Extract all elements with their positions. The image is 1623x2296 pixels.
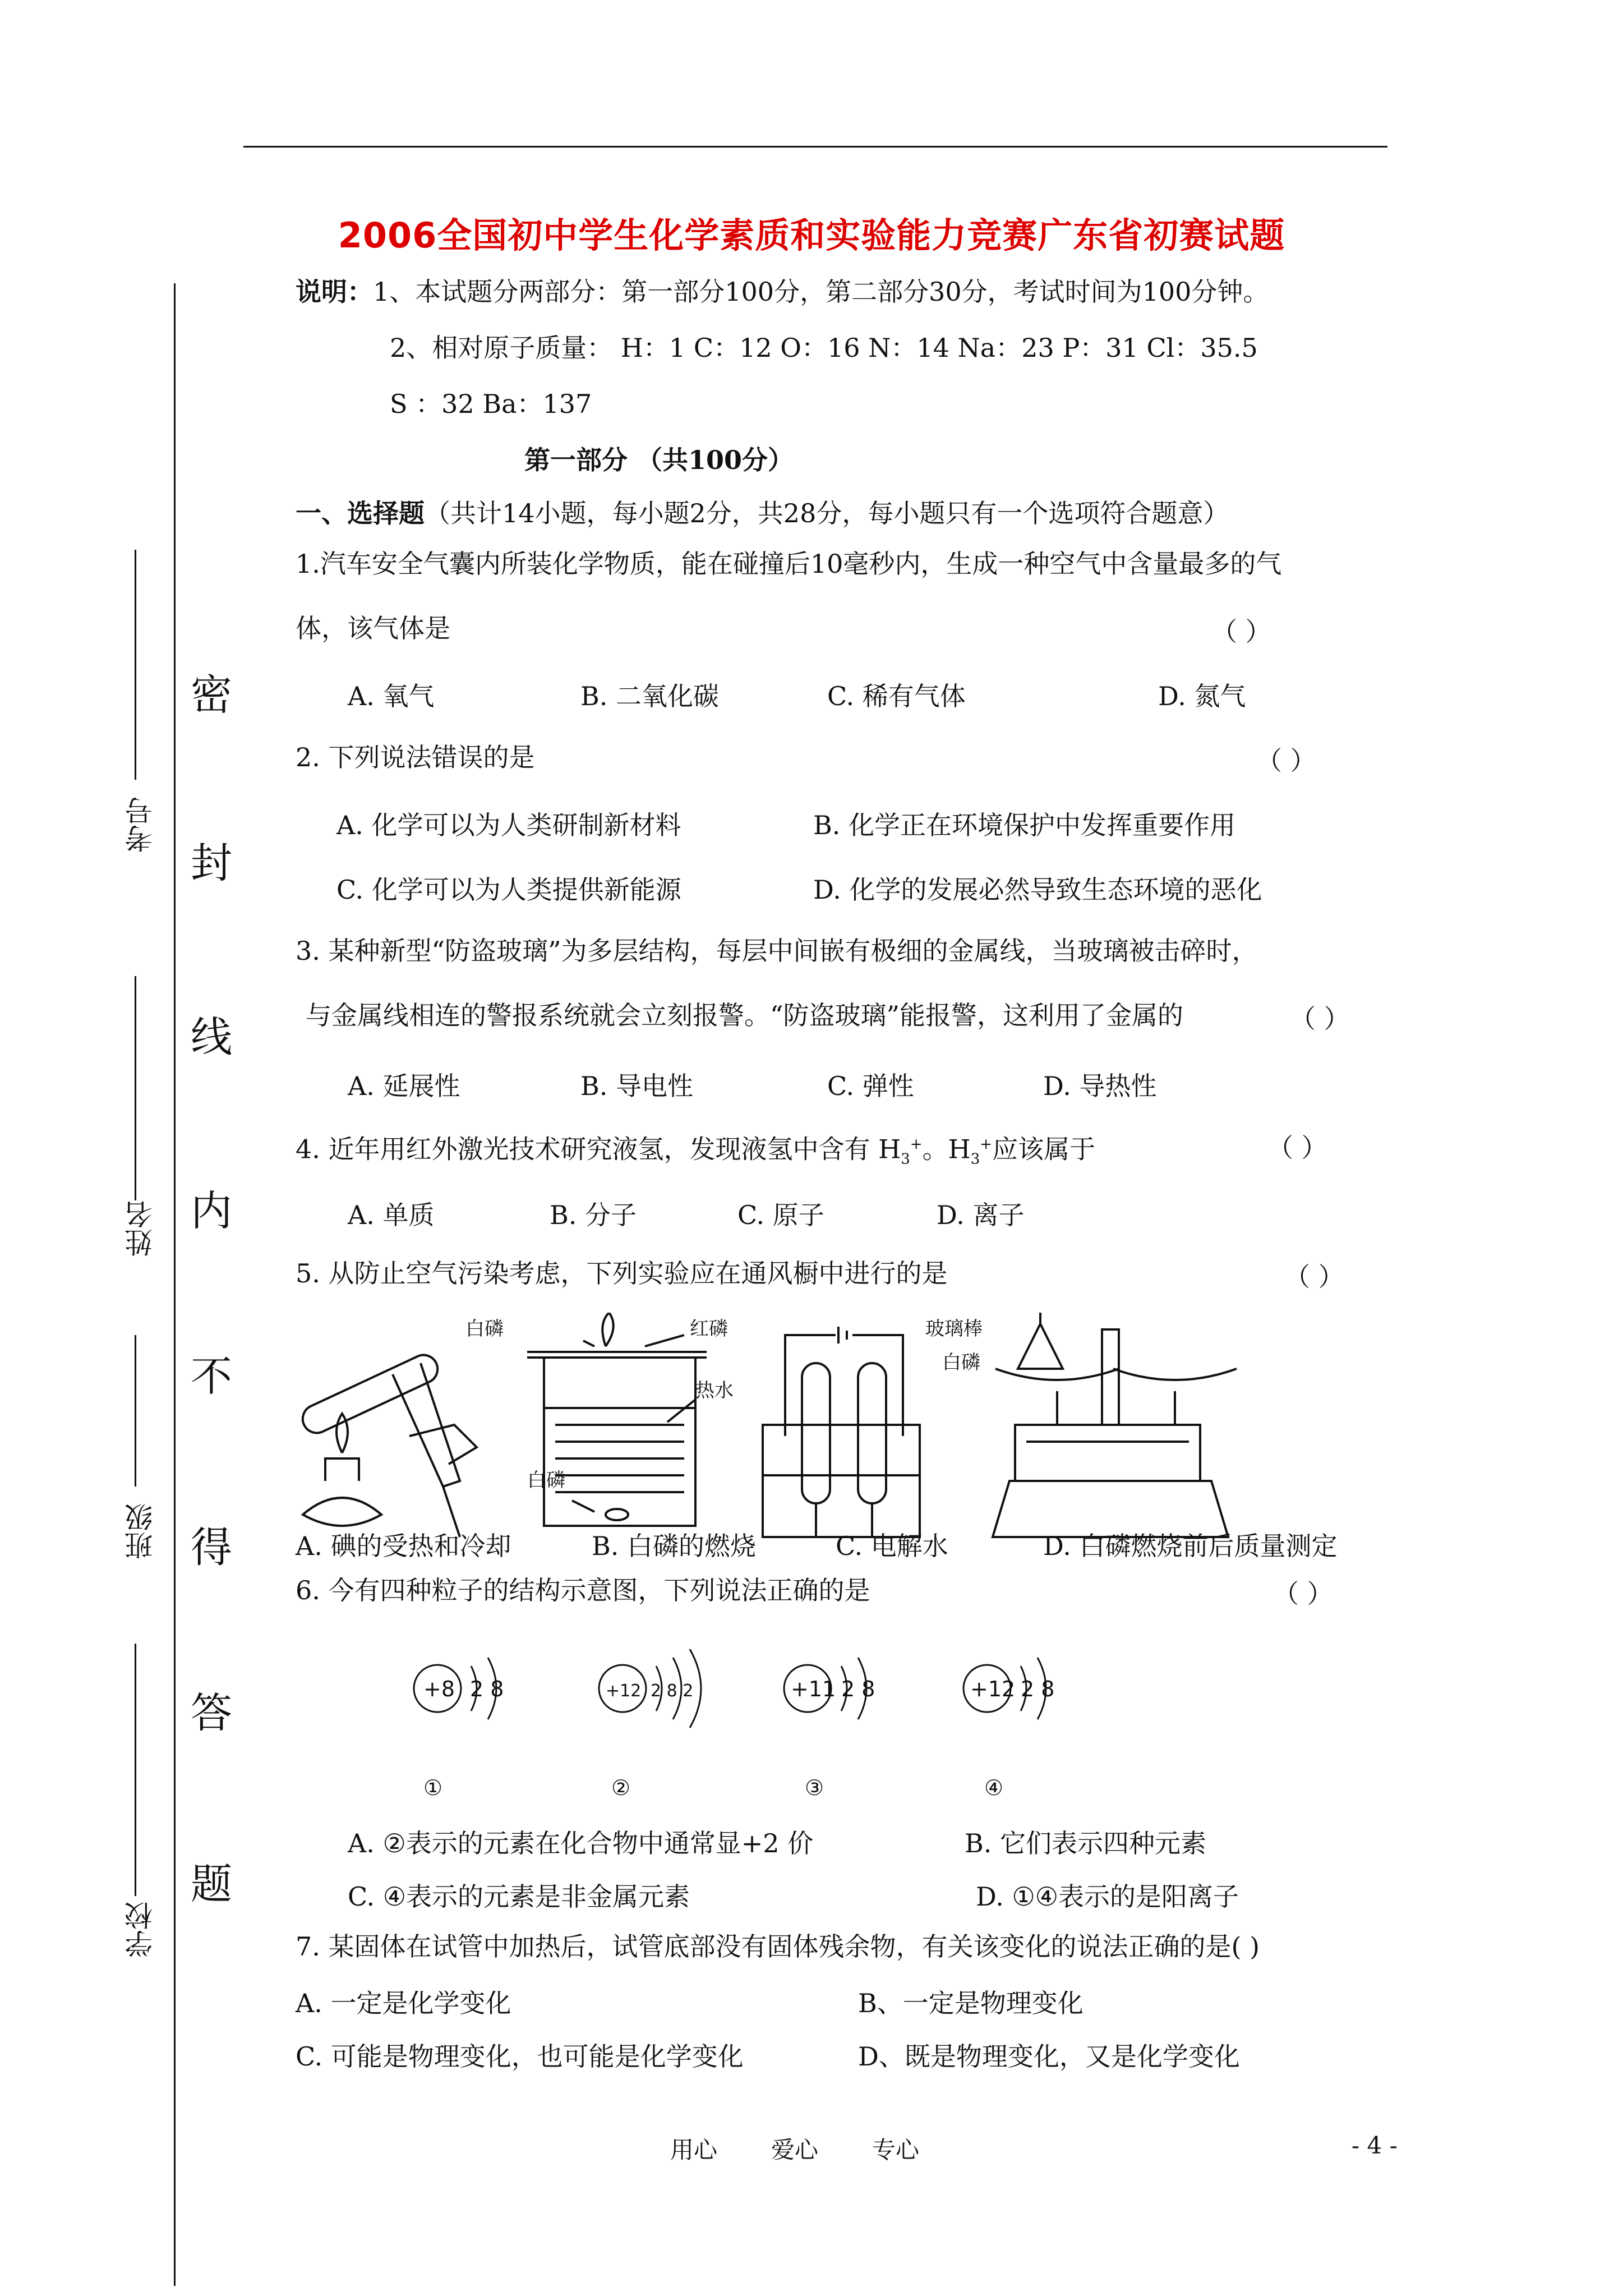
q1-option-b: B. 二氧化碳	[580, 681, 720, 711]
binding-line	[174, 283, 176, 2286]
q6-answer-paren[interactable]: （ ）	[1273, 1579, 1333, 1609]
q5-figure-d	[993, 1313, 1237, 1537]
q6-option-b: B. 它们表示四种元素	[965, 1828, 1207, 1858]
atom4-number: ④	[984, 1775, 1004, 1800]
notes-label: 说明：	[296, 277, 373, 307]
banji-label: 班级	[125, 1503, 157, 1559]
kaohao-label: 考号	[125, 797, 157, 853]
section1-title: 一、选择题	[296, 498, 425, 528]
footer-motto-2: 爱心	[771, 2136, 819, 2164]
seal-char-2: 封	[191, 839, 232, 887]
section1-desc: （共计14小题，每小题2分，共28分，每小题只有一个选项符合题意）	[425, 498, 1229, 528]
atom3-nucleus: +11	[791, 1677, 836, 1701]
q7-option-d: D、既是物理变化，又是化学变化	[858, 2041, 1240, 2072]
seal-char-3: 线	[191, 1013, 232, 1061]
q4-stem-pre: 4. 近年用红外激光技术研究液氢，发现液氢中含有 H	[296, 1134, 901, 1165]
q4-sub1: 3	[901, 1151, 910, 1168]
page-number: - 4 -	[1352, 2132, 1398, 2159]
q6-structure-diagrams	[404, 1627, 1099, 1818]
part1-title: 第一部分 （共100分）	[524, 445, 794, 475]
q7-stem: 7. 某固体在试管中加热后，试管底部没有固体残余物，有关该变化的说法正确的是( )	[296, 1931, 1260, 1962]
kaohao-blank[interactable]	[135, 550, 136, 780]
q3-option-d: D. 导热性	[1043, 1071, 1157, 1101]
section1-heading	[296, 496, 1229, 530]
q5-stem: 5. 从防止空气污染考虑，下列实验应在通风橱中进行的是	[296, 1258, 948, 1289]
seal-char-1: 密	[191, 671, 232, 719]
q5-answer-paren[interactable]: （ ）	[1284, 1262, 1344, 1292]
atom2-number: ②	[611, 1775, 631, 1800]
q1-option-d: D. 氮气	[1158, 681, 1246, 711]
q3-line1: 3. 某种新型“防盗玻璃”为多层结构，每层中间嵌有极细的金属线，当玻璃被击碎时，	[296, 936, 1258, 966]
page-title: 2006全国初中学生化学素质和实验能力竞赛广东省初赛试题	[338, 215, 1285, 256]
atom1-number: ①	[423, 1775, 443, 1800]
q5-apparatus-figure	[280, 1313, 1290, 1548]
atom1-shells: 2 8	[470, 1677, 504, 1701]
q5-option-d: D. 白磷燃烧前后质量测定	[1043, 1531, 1338, 1561]
q2-option-d: D. 化学的发展必然导致生态环境的恶化	[813, 875, 1262, 905]
atom3-number: ③	[805, 1775, 824, 1800]
atom4-nucleus: +12	[970, 1677, 1016, 1701]
q4-option-d: D. 离子	[937, 1200, 1025, 1230]
q1-answer-paren[interactable]: （ ）	[1211, 616, 1271, 647]
q4-sup2: +	[980, 1136, 993, 1153]
q2-option-a: A. 化学可以为人类研制新材料	[336, 810, 681, 840]
q2-option-c: C. 化学可以为人类提供新能源	[336, 875, 681, 905]
q5-label-bolibang: 玻璃棒	[925, 1318, 983, 1340]
q2-answer-paren[interactable]: （ ）	[1256, 746, 1316, 776]
header-rule	[243, 146, 1387, 148]
atom2-nucleus: +12	[606, 1681, 642, 1701]
q7-option-b: B、一定是物理变化	[858, 1988, 1083, 2018]
q3-option-b: B. 导电性	[580, 1071, 694, 1101]
seal-char-4: 内	[191, 1187, 232, 1235]
seal-char-7: 答	[191, 1689, 232, 1737]
q1-option-c: C. 稀有气体	[827, 681, 966, 711]
q5-label-bailin1: 白磷	[465, 1318, 504, 1340]
q5-label-bailin2: 白磷	[527, 1469, 565, 1492]
xuexiao-blank[interactable]	[135, 1644, 136, 1896]
q5-figure-c	[763, 1327, 920, 1537]
q5-figure-b	[527, 1313, 707, 1526]
q4-option-c: C. 原子	[737, 1200, 824, 1230]
seal-char-8: 题	[191, 1860, 232, 1908]
q5-label-reshui: 热水	[695, 1379, 734, 1402]
xuexiao-label: 学校	[125, 1902, 157, 1958]
seal-char-5: 不	[191, 1352, 232, 1401]
notes-text1: 1、本试题分两部分：第一部分100分，第二部分30分，考试时间为100分钟。	[373, 277, 1269, 307]
q4-mid: 。H	[922, 1134, 971, 1165]
q5-option-a: A. 碘的受热和冷却	[296, 1531, 511, 1561]
q1-line1: 1.汽车安全气囊内所装化学物质，能在碰撞后10毫秒内，生成一种空气中含量最多的气	[296, 549, 1282, 579]
q5-label-bailin3: 白磷	[942, 1351, 980, 1374]
atom3-shells: 2 8	[841, 1677, 875, 1701]
q1-line2: 体，该气体是	[296, 613, 450, 643]
q6-option-a: A. ②表示的元素在化合物中通常显+2 价	[348, 1828, 814, 1858]
atom1-nucleus: +8	[423, 1677, 455, 1701]
q4-sub2: 3	[970, 1151, 980, 1168]
q5-option-c: C. 电解水	[836, 1531, 948, 1561]
xingming-blank[interactable]	[135, 976, 136, 1200]
q6-option-c: C. ④表示的元素是非金属元素	[348, 1881, 690, 1912]
q3-option-a: A. 延展性	[348, 1071, 460, 1101]
q2-stem: 2. 下列说法错误的是	[296, 742, 535, 772]
seal-char-6: 得	[191, 1524, 232, 1572]
q1-option-a: A. 氧气	[348, 681, 435, 711]
banji-blank[interactable]	[135, 1335, 136, 1487]
notes-line3: S ：32 Ba：137	[390, 389, 592, 419]
notes-line1	[296, 275, 1269, 309]
q3-answer-paren[interactable]: （ ）	[1290, 1004, 1350, 1034]
atom4-shells: 2 8	[1021, 1677, 1055, 1701]
q5-option-b: B. 白磷的燃烧	[592, 1531, 757, 1561]
q6-option-d: D. ①④表示的是阳离子	[976, 1881, 1239, 1912]
footer-motto-3: 专心	[872, 2136, 920, 2164]
q4-stem	[296, 1128, 1095, 1176]
q2-option-b: B. 化学正在环境保护中发挥重要作用	[813, 810, 1236, 840]
q6-stem: 6. 今有四种粒子的结构示意图，下列说法正确的是	[296, 1575, 870, 1605]
q7-option-a: A. 一定是化学变化	[296, 1988, 511, 2018]
q5-label-honglin: 红磷	[690, 1318, 728, 1340]
notes-line2: 2、相对原子质量： H：1 C：12 O：16 N：14 Na：23 P：31 Cl：35.5	[390, 333, 1258, 363]
q4-option-b: B. 分子	[550, 1200, 637, 1230]
q4-option-a: A. 单质	[348, 1200, 435, 1230]
q3-option-c: C. 弹性	[827, 1071, 914, 1101]
q4-sup1: +	[910, 1136, 923, 1153]
xingming-label: 姓名	[125, 1200, 157, 1257]
atom2-shells: 2 8 2	[651, 1681, 694, 1701]
q7-option-c: C. 可能是物理变化，也可能是化学变化	[296, 2041, 744, 2072]
q5-figure-a	[298, 1350, 477, 1537]
q4-answer-paren[interactable]: （ ）	[1267, 1133, 1327, 1163]
q4-stem-post: 应该属于	[992, 1134, 1096, 1165]
footer-motto-1: 用心	[670, 2136, 718, 2164]
q3-line2: 与金属线相连的警报系统就会立刻报警。“防盗玻璃”能报警，这利用了金属的	[306, 1000, 1184, 1030]
